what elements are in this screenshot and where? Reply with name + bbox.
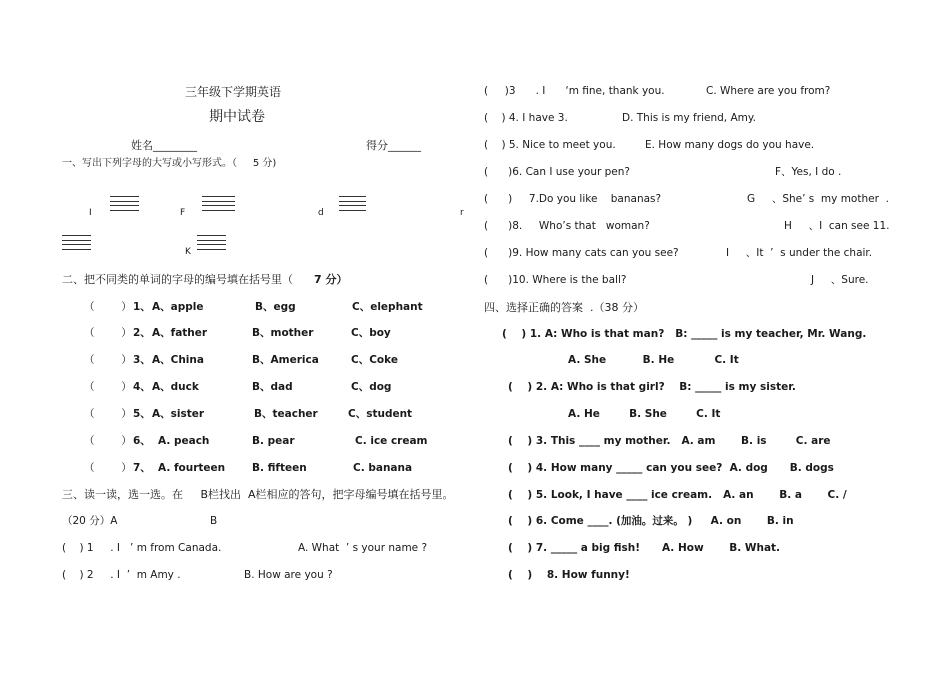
matching-question[interactable]: ( ) 5. Nice to meet you. bbox=[484, 139, 616, 151]
matching-answer: I 、It ’ s under the chair. bbox=[726, 247, 873, 259]
matching-answer: G 、She’ s my mother . bbox=[747, 193, 889, 205]
option-c: C、boy bbox=[351, 327, 391, 339]
mc-options: A. He B. She C. It bbox=[568, 408, 721, 420]
matching-question[interactable]: ( ) 7.Do you like bananas? bbox=[484, 193, 662, 205]
matching-answer: E. How many dogs do you have. bbox=[645, 139, 815, 151]
matching-answer: J 、Sure. bbox=[811, 274, 869, 286]
matching-answer: H 、I can see 11. bbox=[784, 220, 890, 232]
option-b: B、America bbox=[252, 354, 319, 366]
matching-question[interactable]: ( ) 1 . I ’ m from Canada. bbox=[62, 542, 222, 554]
section4-heading: 四、选择正确的答案 .（38 分） bbox=[484, 301, 644, 314]
option-c: C. banana bbox=[353, 462, 413, 474]
option-a: A、father bbox=[152, 327, 208, 339]
matching-question[interactable]: ( )9. How many cats can you see? bbox=[484, 247, 679, 259]
option-a: A. peach bbox=[158, 435, 210, 447]
section2-heading: 二、把不同类的单词的字母的编号填在括号里（ bbox=[62, 273, 293, 286]
question-number: 3、 bbox=[133, 354, 151, 366]
section3-heading: 三、读一读，选一选。在 B栏找出 A栏相应的答句，把字母编号填在括号里。 bbox=[62, 488, 454, 501]
matching-answer: A. What ’ s your name ? bbox=[298, 542, 428, 554]
option-c: C. ice cream bbox=[355, 435, 428, 447]
question-number: 1、 bbox=[133, 301, 151, 313]
section3-points: （20 分）A bbox=[62, 515, 118, 527]
answer-paren[interactable]: （ ） bbox=[84, 462, 132, 474]
option-c: C、dog bbox=[351, 381, 392, 393]
mc-options: A. She B. He C. It bbox=[568, 354, 739, 366]
section3-col-b: B bbox=[210, 515, 218, 527]
writing-lines[interactable] bbox=[197, 235, 226, 253]
answer-paren[interactable]: （ ） bbox=[84, 435, 132, 447]
mc-question[interactable]: ( ) 2. A: Who is that girl? B: _____ is my sister. bbox=[508, 381, 796, 393]
option-a: A. fourteen bbox=[158, 462, 226, 474]
letter-item: d bbox=[318, 208, 324, 218]
writing-lines[interactable] bbox=[62, 235, 91, 253]
mc-question[interactable]: ( ) 8. How funny! bbox=[508, 569, 630, 581]
question-number: 7、 bbox=[133, 462, 151, 474]
question-number: 2、 bbox=[133, 327, 151, 339]
letter-item: F bbox=[180, 208, 186, 218]
matching-answer: C. Where are you from? bbox=[706, 85, 831, 97]
writing-lines[interactable] bbox=[339, 196, 366, 214]
exam-subtitle: 期中试卷 bbox=[209, 109, 265, 125]
matching-answer: F、Yes, I do . bbox=[775, 166, 842, 178]
section2-points: 7 分） bbox=[314, 273, 348, 286]
answer-paren[interactable]: （ ） bbox=[84, 408, 132, 420]
option-b: B、dad bbox=[252, 381, 293, 393]
matching-question[interactable]: ( )3 . I ‘m fine, thank you. bbox=[484, 85, 665, 97]
option-a: A、China bbox=[152, 354, 204, 366]
writing-lines[interactable] bbox=[110, 196, 139, 214]
option-b: B. pear bbox=[252, 435, 295, 447]
option-b: B、egg bbox=[255, 301, 296, 313]
exam-title: 三年级下学期英语 bbox=[185, 85, 282, 99]
option-b: B、mother bbox=[252, 327, 314, 339]
option-c: C、elephant bbox=[352, 301, 423, 313]
option-a: A、duck bbox=[152, 381, 199, 393]
matching-question[interactable]: ( )6. Can I use your pen? bbox=[484, 166, 630, 178]
question-number: 5、 bbox=[133, 408, 151, 420]
option-a: A、sister bbox=[152, 408, 205, 420]
name-field[interactable]: 姓名________ bbox=[131, 139, 197, 152]
option-c: C、student bbox=[348, 408, 413, 420]
section1-heading: 一、写出下列字母的大写或小写形式。（ 5 分) bbox=[62, 158, 277, 169]
question-number: 6、 bbox=[133, 435, 151, 447]
answer-paren[interactable]: （ ） bbox=[84, 301, 132, 313]
answer-paren[interactable]: （ ） bbox=[84, 327, 132, 339]
mc-question[interactable]: ( ) 4. How many _____ can you see? A. dog B. dogs bbox=[508, 462, 834, 474]
option-b: B、teacher bbox=[254, 408, 318, 420]
matching-question[interactable]: ( )10. Where is the ball? bbox=[484, 274, 627, 286]
matching-answer: D. This is my friend, Amy. bbox=[622, 112, 756, 124]
matching-answer: B. How are you ? bbox=[244, 569, 333, 581]
letter-item: I bbox=[89, 208, 92, 218]
option-c: C、Coke bbox=[351, 354, 398, 366]
mc-question[interactable]: ( ) 6. Come ____. (加油。过来。 ) A. on B. in bbox=[508, 515, 794, 527]
matching-question[interactable]: ( ) 2 . I ’ m Amy . bbox=[62, 569, 181, 581]
mc-question[interactable]: ( ) 3. This ____ my mother. A. am B. is C. are bbox=[508, 435, 831, 447]
writing-lines[interactable] bbox=[202, 196, 235, 214]
mc-question[interactable]: ( ) 7. _____ a big fish! A. How B. What. bbox=[508, 542, 781, 554]
score-field[interactable]: 得分______ bbox=[366, 139, 421, 152]
answer-paren[interactable]: （ ） bbox=[84, 354, 132, 366]
option-b: B. fifteen bbox=[252, 462, 307, 474]
letter-item: r bbox=[460, 208, 464, 218]
option-a: A、apple bbox=[152, 301, 204, 313]
matching-question[interactable]: ( )8. Who’s that woman? bbox=[484, 220, 650, 232]
letter-item: K bbox=[185, 247, 191, 257]
matching-question[interactable]: ( ) 4. I have 3. bbox=[484, 112, 568, 124]
mc-question[interactable]: ( ) 1. A: Who is that man? B: _____ is my teacher, Mr. Wang. bbox=[502, 328, 867, 340]
mc-question[interactable]: ( ) 5. Look, I have ____ ice cream. A. an B. a C. / bbox=[508, 489, 847, 501]
question-number: 4、 bbox=[133, 381, 151, 393]
answer-paren[interactable]: （ ） bbox=[84, 381, 132, 393]
